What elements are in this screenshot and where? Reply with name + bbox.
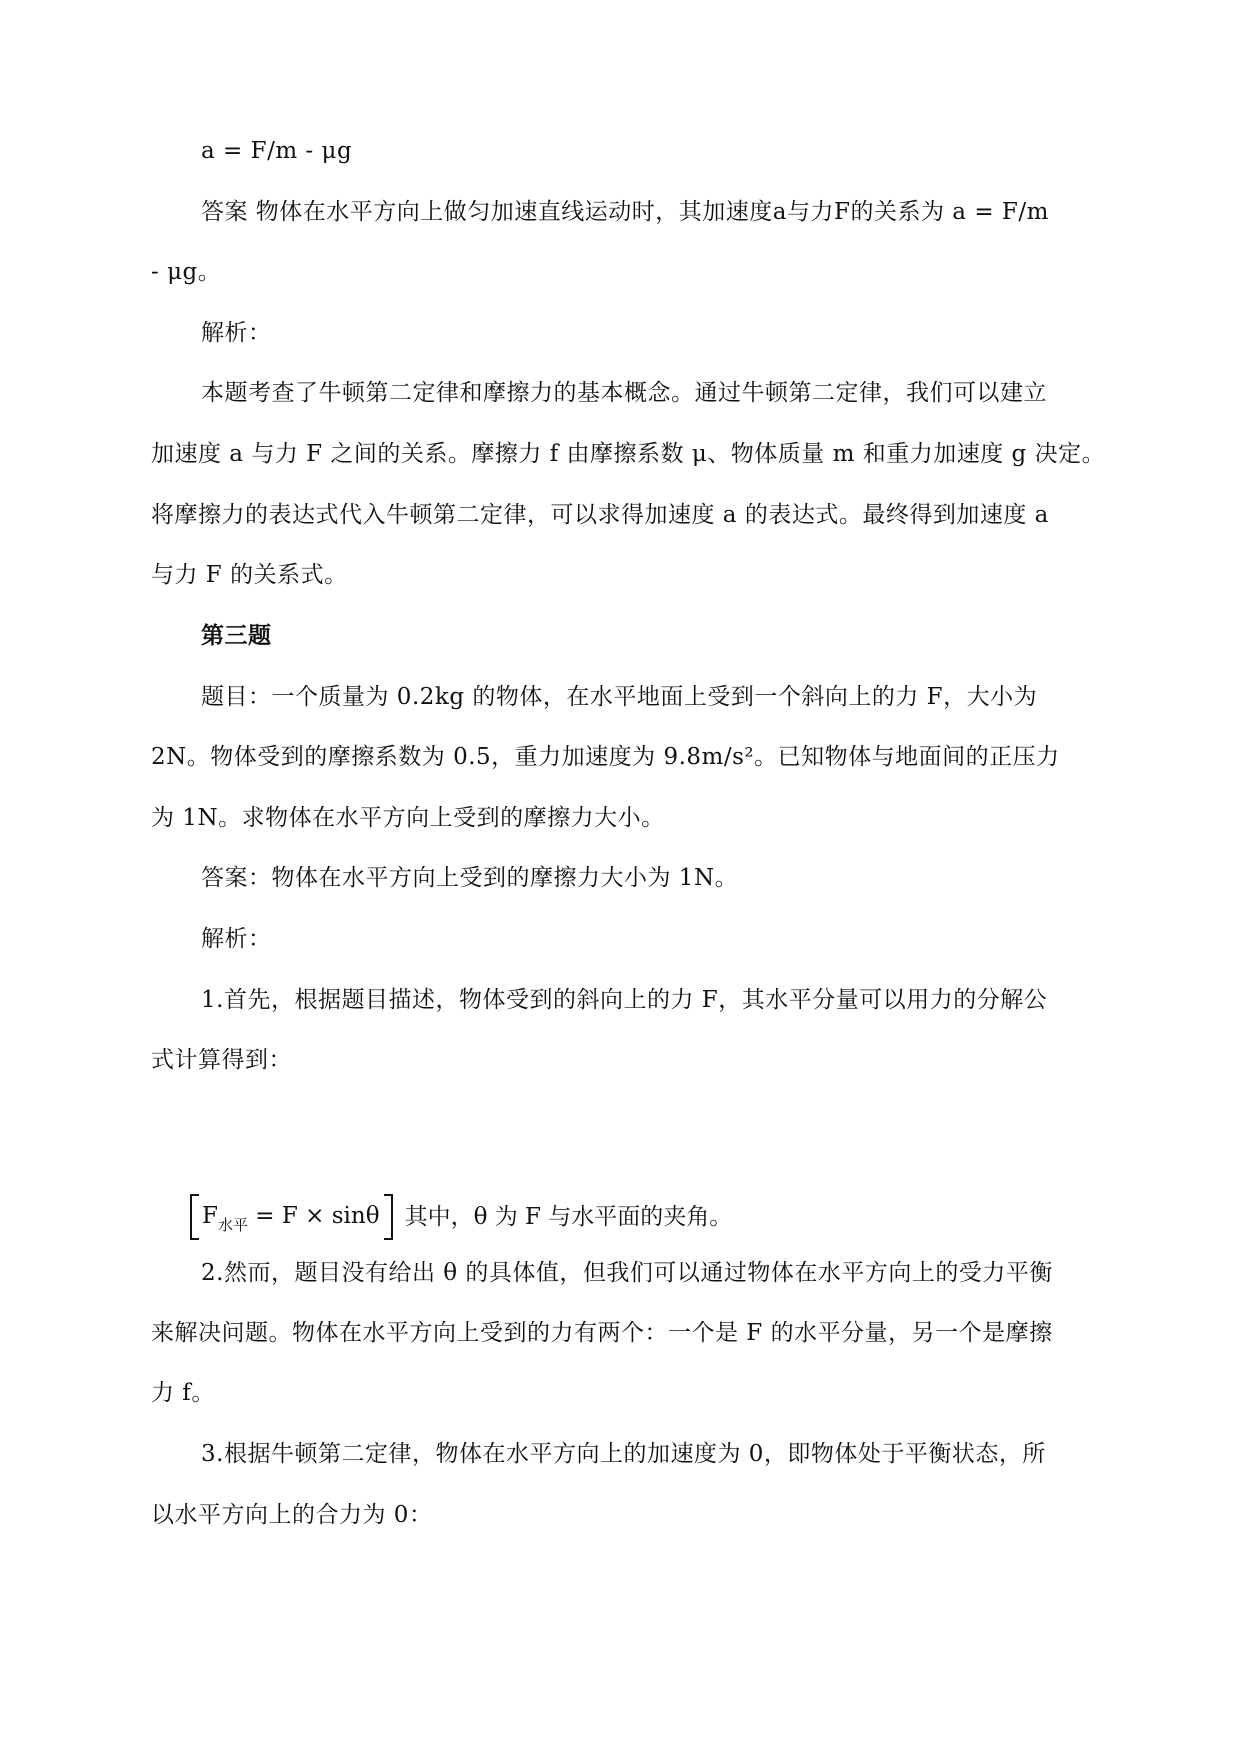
analysis-line-1: 本题考查了牛顿第二定律和摩擦力的基本概念。通过牛顿第二定律，我们可以建立 [201,380,1047,406]
formula-note: 其中，θ 为 F 与水平面的夹角。 [404,1204,733,1230]
step3-line-2: 以水平方向上的合力为 0： [151,1502,433,1528]
formula-subscript: 水平 [217,1216,248,1234]
step1-line-2: 式计算得到： [151,1047,292,1073]
step2-line-2: 来解决问题。物体在水平方向上受到的力有两个：一个是 F 的水平分量，另一个是摩擦 [151,1320,1053,1346]
step2-line-3: 力 f。 [151,1380,215,1406]
decomposition-formula [190,1193,732,1239]
question-line-1: 题目：一个质量为 0.2kg 的物体，在水平地面上受到一个斜向上的力 F，大小为 [201,684,1038,710]
section-heading: 第三题 [201,622,272,649]
formula-rhs: = F × sinθ [255,1203,380,1229]
answer-line-1: 答案 物体在水平方向上做匀加速直线运动时，其加速度a与力F的关系为 a = F/m [201,199,1049,225]
step1-line-1: 1.首先，根据题目描述，物体受到的斜向上的力 F，其水平分量可以用力的分解公 [201,987,1048,1013]
analysis-line-4: 与力 F 的关系式。 [151,562,348,588]
analysis-line-2: 加速度 a 与力 F 之间的关系。摩擦力 f 由摩擦系数 μ、物体质量 m 和重力加速度 g 决定。 [151,441,1106,467]
analysis-line-3: 将摩擦力的表达式代入牛顿第二定律，可以求得加速度 a 的表达式。最终得到加速度 a [151,502,1049,528]
formula-expression [202,1193,380,1241]
answer2-line: 答案：物体在水平方向上受到的摩擦力大小为 1N。 [201,865,739,891]
formula-symbol: F [202,1203,218,1229]
step3-line-1: 3.根据牛顿第二定律，物体在水平方向上的加速度为 0，即物体处于平衡状态，所 [201,1441,1046,1467]
analysis-label: 解析： [201,320,272,346]
question-line-2: 2N。物体受到的摩擦系数为 0.5，重力加速度为 9.8m/s²。已知物体与地面间的正压力 [151,744,1060,770]
right-bracket [384,1194,393,1240]
question-line-3: 为 1N。求物体在水平方向上受到的摩擦力大小。 [151,805,665,831]
analysis2-label: 解析： [201,926,272,952]
answer-line-2: - μg。 [151,259,222,285]
left-bracket [190,1194,199,1240]
step2-line-1: 2.然而，题目没有给出 θ 的具体值，但我们可以通过物体在水平方向上的受力平衡 [201,1260,1053,1286]
formula-line: a = F/m - μg [201,138,353,164]
